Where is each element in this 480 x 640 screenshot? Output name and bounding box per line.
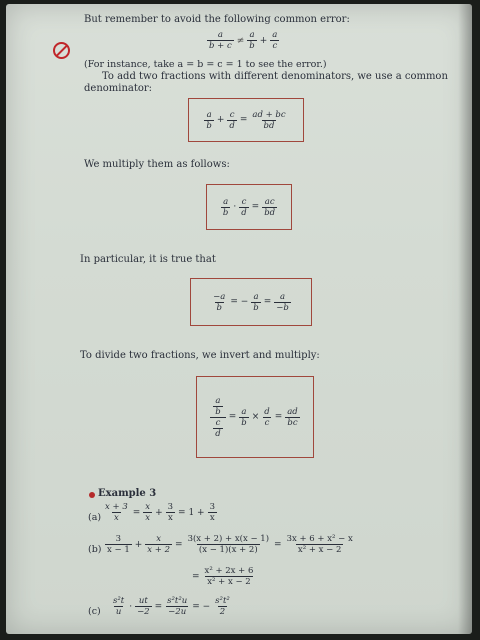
part-c-label: (c)	[88, 606, 101, 617]
example-a-equation: $\frac{x + 3}{x}$ = $\frac{x}{x}$ + $\frac{3}{x}$ = 1 + $\frac{3}{x}$	[105, 502, 215, 523]
add-intro-line1: To add two fractions with different denominators, we use a common	[102, 71, 448, 82]
division-rule-box: $\frac{\frac{a}{b}}{\frac{c}{d}}$ = $\frac{a}{b}$ × $\frac{d}{c}$ = $\frac{ad}{bc}$	[196, 376, 314, 458]
addition-rule-box: a b + $\frac{c}{d}$ = $\frac{ad + bc}{bd}$	[188, 98, 304, 142]
negation-rule-box: $\frac{-a}{b}$ = − $\frac{a}{b}$ = $\frac{a}{-b}$	[190, 278, 312, 326]
particular-intro: In particular, it is true that	[80, 254, 216, 265]
part-b-label: (b)	[88, 544, 102, 555]
example-b-continuation: = $\frac{\text{x² + 2x + 6}}{\text{x² + x − 2}}$	[192, 566, 254, 587]
textbook-page	[6, 4, 472, 634]
common-error-equation: a b + c ≠ a b + $\frac{a}{c}$	[209, 30, 278, 51]
part-a-label: (a)	[88, 512, 102, 523]
no-entry-icon	[53, 42, 70, 59]
multiplication-rule-box: a b · $\frac{c}{d}$ = $\frac{ac}{bd}$	[206, 184, 292, 230]
instance-note: (For instance, take a = b = c = 1 to see the error.)	[84, 59, 327, 70]
example-c-equation: s²t u · $\frac{ut}{-2}$ = $\frac{\text{s²t²u}}{-2u}$ = − $\frac{\text{s²t²}}{2}$	[113, 596, 230, 617]
add-intro-line2: denominator:	[84, 83, 153, 94]
multiply-intro: We multiply them as follows:	[84, 159, 230, 170]
example-title: Example 3	[98, 488, 157, 499]
example-b-equation: 3 x − 1 + $\frac{x}{x + 2}$ = $\frac{3(x + 2) + x(x - 1)}{(x - 1)(x + 2)}$ = $\frac{\text{3x + 6 + x² − x}}{\text{x² + x − 2}}$	[107, 534, 353, 555]
divide-intro: To divide two fractions, we invert and multiply:	[80, 350, 320, 361]
intro-common-error: But remember to avoid the following common error:	[84, 14, 350, 25]
example-bullet	[89, 492, 95, 498]
page-spine-shadow	[458, 4, 472, 634]
